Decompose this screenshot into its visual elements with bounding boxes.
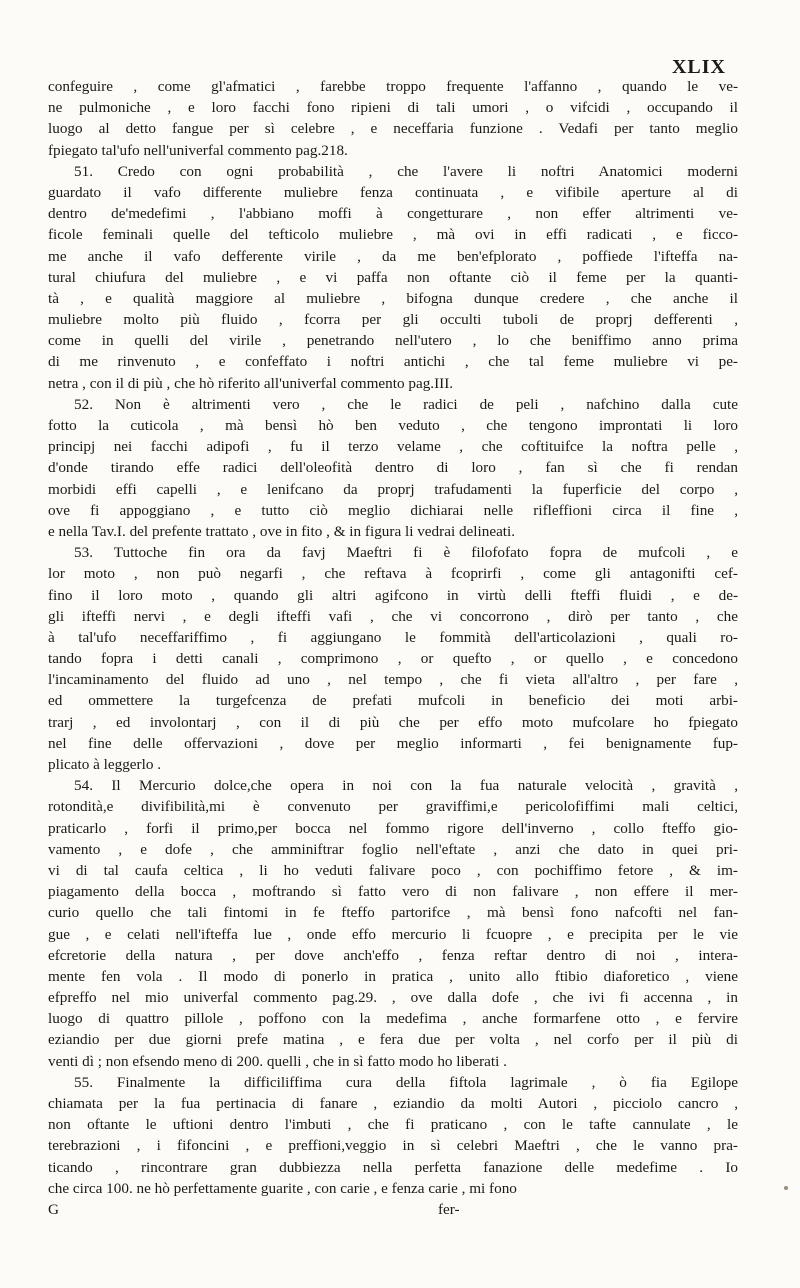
- text-line: plicato à leggerlo .: [48, 756, 162, 773]
- text-line: luogo di quattro pillole , poffono con la medefima , anche formarfene otto , e fervire: [48, 1010, 738, 1028]
- text-line: 52. Non è altrimenti vero , che le radici de peli , nafchino dalla cute: [74, 395, 738, 413]
- text-line: dentro de'medefimi , l'abbiano moffi à congetturare , non effer altrimenti ve-: [48, 205, 738, 223]
- text-line: morbidi effi capelli , e lenifcano da proprj trafudamenti la fuperficie del corpo ,: [48, 480, 738, 498]
- text-line: di me rinvenuto , e confeffato i noftri antichi , che tal feme muliebre vi pe-: [48, 353, 738, 371]
- text-line: ne pulmoniche , e loro facchi fono ripieni di tali umori , o vifcidi , occupando il: [48, 99, 738, 117]
- text-line: vi di tal caufa celtica , li ho veduti falivare poco , con pochiffimo fetore , & im-: [48, 861, 738, 879]
- text-line: lor moto , non può negarfi , che reftava à fcoprirfi , come gli antagonifti cef-: [48, 565, 738, 583]
- text-line: ove fi appoggiano , e tutto ciò meglio dichiarai nelle rifleffioni circa il fine ,: [48, 501, 738, 519]
- text-line: rotondità,e divifibilità,mi è convenuto per graviffimi,e pericolofiffimi mali celtici,: [48, 798, 738, 816]
- text-line: muliebre molto più fluido , fcorra per gli occulti tuboli de proprj defferenti ,: [48, 311, 738, 329]
- text-line: terebrazioni , i fifoncini , e preffioni,veggio in sì celebri Maeftri , che le vanno pra-: [48, 1137, 738, 1155]
- text-line: 55. Finalmente la difficiliffima cura della fiftola lagrimale , ò fia Egilope: [74, 1073, 738, 1091]
- body-text: [48, 76, 738, 1220]
- text-line: fpiegato tal'ufo nell'univerfal commento pag.218.: [48, 141, 348, 159]
- text-line: curio quello che tali fintomi in fe fteffo partorifce , mà bensì fono nafcofti nel fan-: [48, 904, 738, 922]
- text-line: me anche il vafo defferente virile , da me ben'efplorato , poffiede l'ifteffa na-: [48, 247, 738, 265]
- text-line: e nella Tav.I. del prefente trattato , ove in fito , & in figura li vedrai delineati.: [48, 522, 516, 540]
- text-line: gue , e celati nell'ifteffa lue , onde effo mercurio li fcuopre , e precipita per le vie: [48, 925, 738, 943]
- text-line: 54. Il Mercurio dolce,che opera in noi con la fua naturale velocità , gravità ,: [74, 777, 738, 795]
- text-line: à tal'ufo neceffariffimo , fi aggiungano le fommità dell'articolazioni , quali ro-: [48, 628, 738, 646]
- text-line: l'incaminamento del fluido ad uno , nel tempo , che fi vieta all'altro , per fare ,: [48, 671, 738, 689]
- text-line: ficole feminali quelle del tefticolo muliebre , mà ovi in effi radicati , e ficco-: [48, 226, 738, 244]
- page-number: XLIX: [671, 56, 726, 78]
- text-line: luogo al detto fangue per sì celebre , e neceffaria funzione . Vedafi per tanto meglio: [48, 120, 738, 138]
- text-line: venti dì ; non efsendo meno di 200. quelli , che in sì fatto modo ho liberati .: [48, 1052, 507, 1070]
- text-line: nel fine delle offervazioni , dove per meglio informarti , fei benignamente fup-: [48, 734, 738, 752]
- text-line: ticando , rincontrare gran dubbiezza nella perfetta fanazione delle medefime . Io: [48, 1158, 738, 1176]
- text-line: confeguire , come gl'afmatici , farebbe troppo frequente l'affanno , quando le ve-: [48, 78, 738, 95]
- text-line: eziandio per due giorni prefe matina , e fera due per volta , nel corfo per il più di: [48, 1031, 738, 1049]
- text-line: d'onde tirando effe radici dell'oleofità dentro di loro , fan sì che fi rendan: [48, 459, 738, 477]
- text-line: come in quelli del virile , penetrando nell'utero , lo che beniffimo anno prima: [48, 332, 738, 350]
- signature-line: [48, 1199, 738, 1220]
- text-line: tà , e qualità maggiore al muliebre , bifogna dunque credere , che anche il: [48, 289, 738, 307]
- text-line: gli ifteffi nervi , e degli ifteffi vafi , che vi concorrono , dirò per tanto , che: [48, 607, 738, 625]
- text-line: praticarlo , forfi il primo,per bocca nel fommo rigore dell'inverno , collo fteffo gio-: [48, 819, 738, 837]
- text-line: efpreffo nel mio univerfal commento pag.29. , ove dalla dofe , che ivi fi accenna , in: [48, 989, 738, 1007]
- text-line: trarj , ed involontarj , con il di più che per effo moto mufcolare ho fpiegato: [48, 713, 738, 731]
- text-line: netra , con il di più , che hò riferito all'univerfal commento pag.III.: [48, 374, 454, 392]
- text-line: che circa 100. ne hò perfettamente guarite , con carie , e fenza carie , mi fono: [48, 1179, 517, 1197]
- text-line: guardato il vafo differente muliebre fenza continuata , e vifibile aperture al di: [48, 183, 738, 201]
- text-line: 51. Credo con ogni probabilità , che l'avere li noftri Anatomici moderni: [74, 162, 738, 180]
- text-line: 53. Tuttoche fin ora da favj Maeftri fi è filofofato fopra de mufcoli , e: [74, 544, 738, 562]
- text-line: non oftante le uftioni dentro l'imbuti , che fi praticano , con le tafte cannulate , le: [48, 1116, 738, 1134]
- text-line: principj nei facchi adipofi , fu il terzo velame , che coftituifce la noftra pelle ,: [48, 438, 738, 456]
- text-line: vamento , e dofe , che amminiftrar foglio nell'eftate , anzi che dato in quei pri-: [48, 840, 738, 858]
- paper-spot: [784, 1186, 788, 1190]
- text-line: tural chiufura del muliebre , e vi paffa non oftante ciò il feme per la quanti-: [48, 268, 738, 286]
- text-line: tando fopra i detti canali , comprimono , or quefto , or quello , e concedono: [48, 650, 738, 668]
- text-line: fotto la cuticola , mà bensì hò ben veduto , che tengono improntati li loro: [48, 417, 738, 434]
- text-line: mente fen vola . Il modo di ponerlo in pratica , unito allo ftibio diaforetico , viene: [48, 967, 738, 985]
- gathering-signature: G: [48, 1200, 59, 1218]
- catchword: fer-: [438, 1200, 460, 1218]
- text-line: piagamento della bocca , moftrando sì fatto vero di non falivare , non effere il mer-: [48, 883, 738, 901]
- text-line: chiamata per la fua pertinacia di fanare , eziandio da molti Autori , picciolo cancro ,: [48, 1095, 738, 1112]
- text-line: fino il loro moto , quando gli altri agifcono in virtù delli fteffi fluidi , e de-: [48, 586, 738, 604]
- text-line: ed ommettere la turgefcenza de prefati mufcoli in beneficio dei moti arbi-: [48, 692, 738, 710]
- text-line: efcretorie della natura , per dove anch'effo , fenza reftar dentro di noi , intera-: [48, 946, 738, 964]
